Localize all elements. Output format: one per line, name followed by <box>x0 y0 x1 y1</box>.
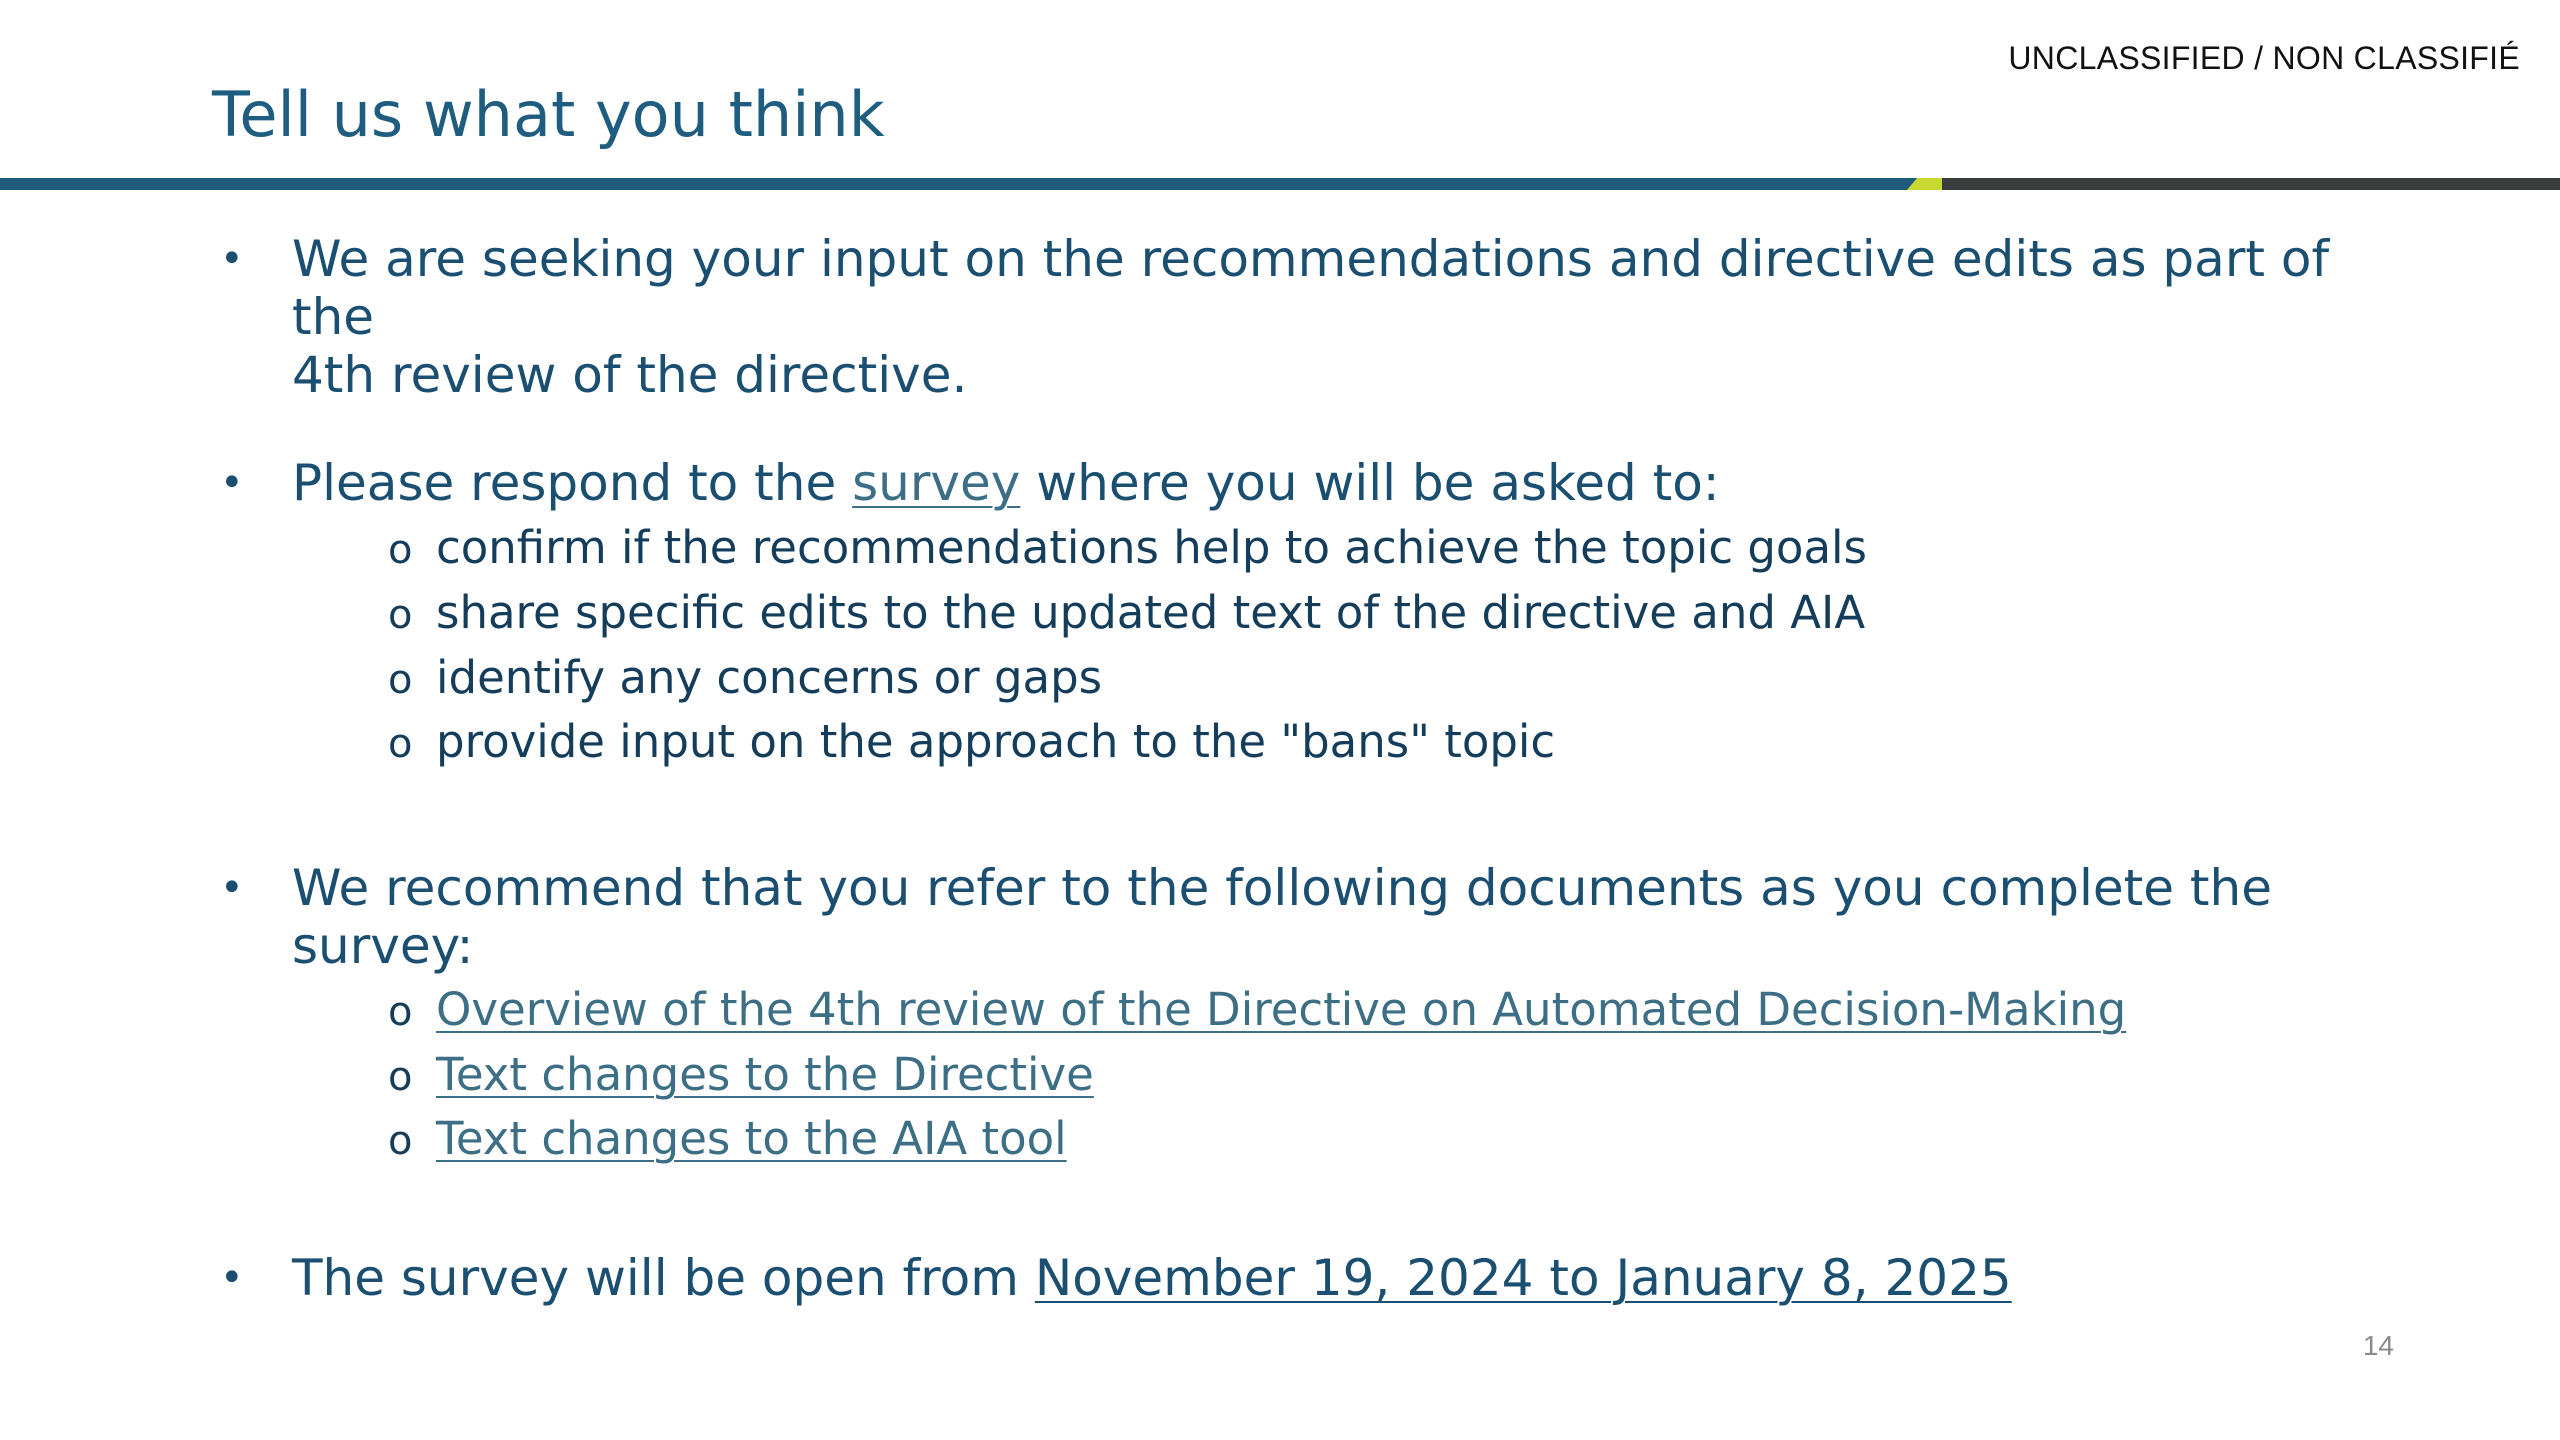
sub-marker: o <box>388 1054 413 1100</box>
bullet-text <box>292 1249 2372 1307</box>
sub-marker: o <box>388 721 413 767</box>
directive-text-changes-link[interactable]: Text changes to the Directive <box>436 1048 1094 1101</box>
bullet-text-line: We recommend that you refer to the following documents as you complete the <box>292 859 2272 917</box>
bullet-marker: • <box>220 1255 244 1301</box>
bullet-text-suffix: where you will be asked to: <box>1020 454 1720 512</box>
bullet-marker: • <box>220 865 244 911</box>
bullet-text-line: survey: <box>292 917 474 975</box>
overview-document-link[interactable]: Overview of the 4th review of the Directive on Automated Decision-Making <box>436 983 2127 1036</box>
bullet-text <box>292 230 2372 404</box>
sub-item-text: identify any concerns or gaps <box>436 651 1103 704</box>
sub-item-concerns <box>388 652 1102 706</box>
sub-marker: o <box>388 657 413 703</box>
sub-item-aia-changes-link <box>388 1113 1067 1167</box>
sub-marker: o <box>388 1118 413 1164</box>
bullet-text-line: 4th review of the directive. <box>292 346 968 404</box>
bullet-marker: • <box>220 460 244 506</box>
bullet-text-prefix: The survey will be open from <box>292 1249 1035 1307</box>
survey-dates-link[interactable]: November 19, 2024 to January 8, 2025 <box>1034 1249 2012 1307</box>
sub-item-directive-changes-link <box>388 1049 1094 1103</box>
sub-marker: o <box>388 527 413 573</box>
bullet-text-line: We are seeking your input on the recommendations and directive edits as part of the <box>292 230 2330 346</box>
sub-item-text: confirm if the recommendations help to achieve the topic goals <box>436 521 1867 574</box>
sub-marker: o <box>388 592 413 638</box>
slide-title: Tell us what you think <box>212 78 885 151</box>
bullet-text <box>292 859 2372 975</box>
sub-item-bans <box>388 716 1555 770</box>
sub-item-confirm <box>388 522 1867 576</box>
survey-link[interactable]: survey <box>852 454 1021 512</box>
sub-item-text: provide input on the approach to the "bans" topic <box>436 715 1556 768</box>
sub-marker: o <box>388 989 413 1035</box>
sub-item-text: share specific edits to the updated text of the directive and AIA <box>436 586 1866 639</box>
bullet-text <box>292 454 2372 512</box>
classification-label: UNCLASSIFIED / NON CLASSIFIÉ <box>2008 40 2520 76</box>
aia-text-changes-link[interactable]: Text changes to the AIA tool <box>436 1112 1067 1165</box>
page-number: 14 <box>2362 1330 2394 1361</box>
sub-item-share-edits <box>388 587 1865 641</box>
sub-item-overview-link <box>388 984 2126 1038</box>
bullet-marker: • <box>220 236 244 282</box>
bullet-text-prefix: Please respond to the <box>292 454 853 512</box>
